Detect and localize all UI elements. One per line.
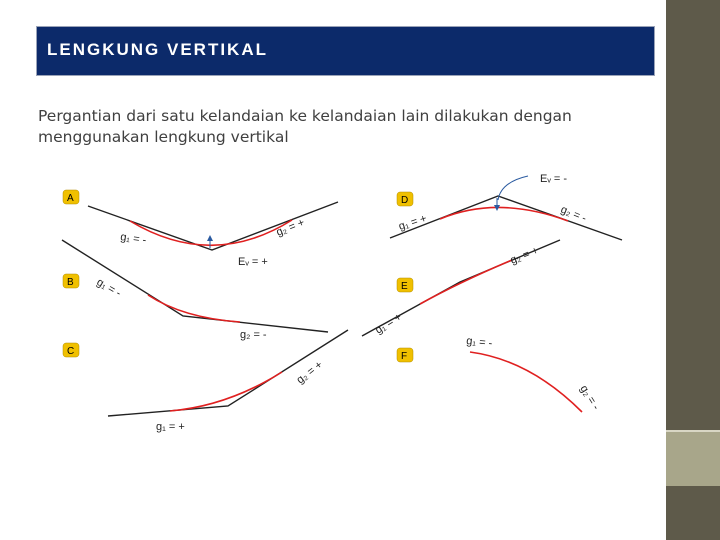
- panel-d-slope-right: g₂ = -: [558, 203, 589, 225]
- panel-f: [397, 335, 602, 412]
- panel-a-offset-label: Eᵥ = +: [238, 256, 268, 268]
- panel-a-badge: [63, 190, 79, 204]
- panel-e-slope-right: g₂ = +: [508, 244, 541, 267]
- panel-c-curve: [170, 372, 282, 411]
- panel-b: [62, 240, 328, 341]
- panel-b-slope-left: g₁ = -: [94, 276, 124, 300]
- panel-d-offset-label: Eᵥ = -: [540, 173, 568, 185]
- panel-c-slope-left: g₁ = +: [156, 421, 185, 433]
- panel-d-slope-left: g₁ = +: [397, 212, 429, 233]
- panel-d-badge: [397, 192, 413, 206]
- panel-f-slope-right: g₂ = -: [577, 383, 602, 413]
- panel-f-label: F: [401, 351, 408, 362]
- panel-b-curve: [148, 295, 240, 322]
- panel-d-label: D: [401, 195, 409, 206]
- panel-a-label: A: [67, 193, 74, 204]
- panel-b-badge: [63, 274, 79, 288]
- panel-f-curve: [470, 352, 582, 412]
- panel-c-badge: [63, 343, 79, 357]
- panel-b-label: B: [67, 277, 74, 288]
- panel-e: [362, 240, 560, 337]
- panel-a: [63, 190, 338, 268]
- panel-a-slope-left: g₁ = -: [119, 231, 148, 247]
- panel-c-label: C: [67, 346, 75, 357]
- panel-b-slope-right: g₂ = -: [240, 329, 267, 341]
- panel-f-slope-left: g₁ = -: [465, 335, 493, 350]
- panel-f-badge: [397, 348, 413, 362]
- panel-e-badge: [397, 278, 413, 292]
- slide-title: LENGKUNG VERTIKAL: [47, 40, 268, 59]
- panel-d-curve: [440, 207, 568, 221]
- panel-e-slope-left: g₁ = +: [373, 311, 405, 337]
- slide-body-text: Pergantian dari satu kelandaian ke kelandaian lain dilakukan dengan menggunakan lengkung vertikal: [38, 107, 572, 146]
- panel-c-slope-right: g₂ = +: [294, 358, 325, 387]
- panel-e-label: E: [401, 281, 408, 292]
- panel-a-slope-right: g₂ = +: [274, 216, 307, 239]
- panel-d: [390, 173, 622, 240]
- panel-e-curve: [420, 260, 512, 304]
- panel-a-curve: [130, 220, 292, 245]
- panel-d-offset-arrow: [498, 176, 528, 200]
- panel-c: [63, 330, 348, 433]
